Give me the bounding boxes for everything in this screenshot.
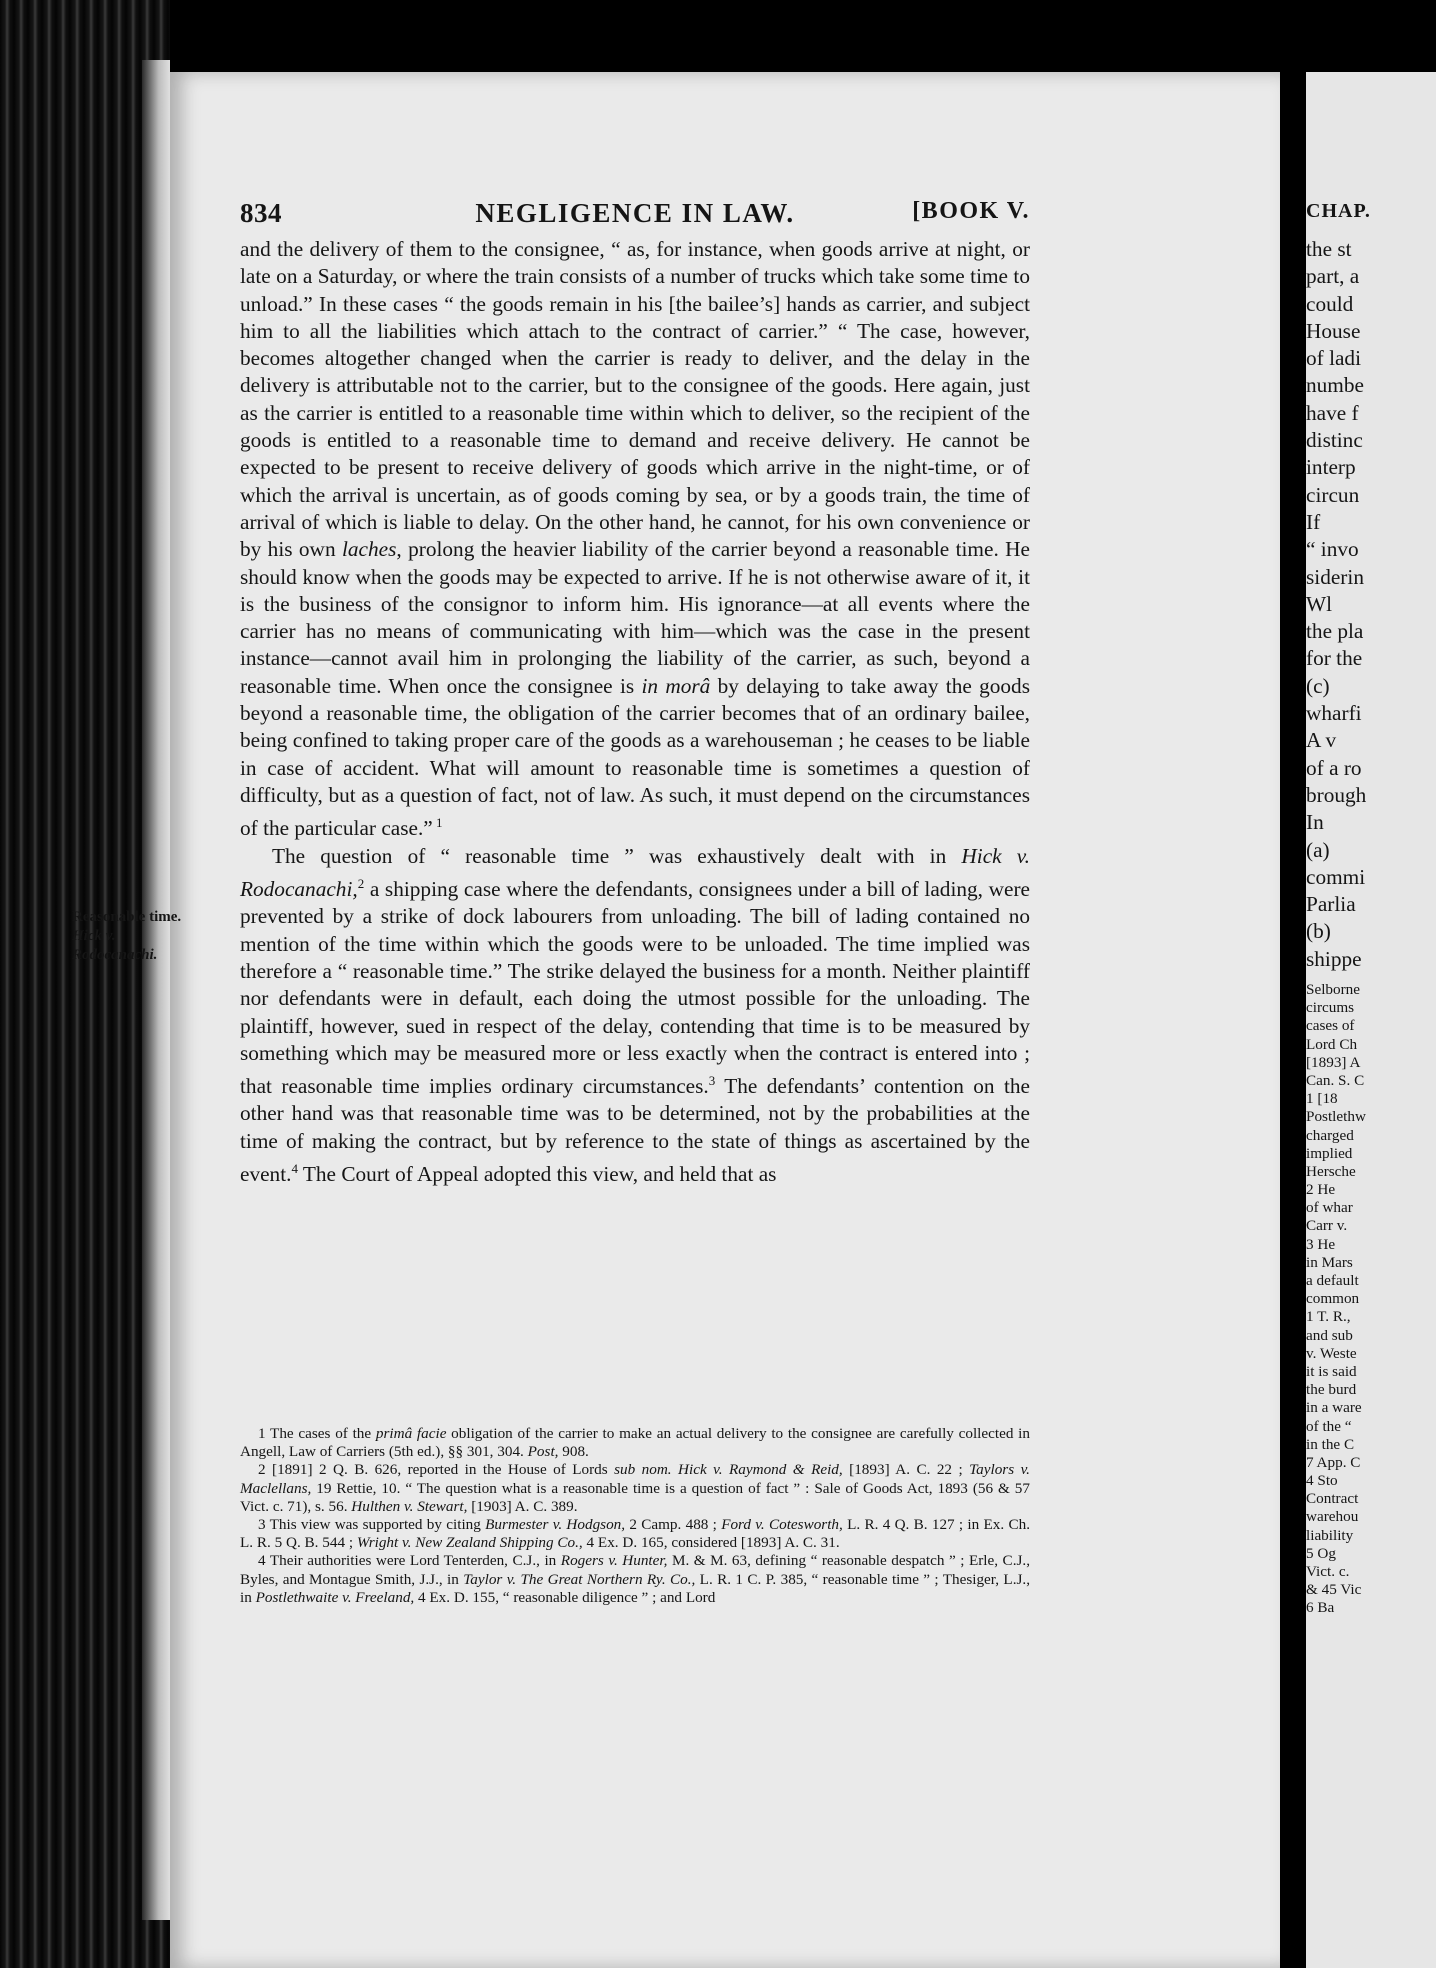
facing-footnote-line: of whar (1306, 1199, 1353, 1217)
facing-footnote-line: Contract (1306, 1490, 1359, 1508)
facing-line: (c) (1306, 673, 1330, 698)
facing-footnote-line: common (1306, 1290, 1360, 1308)
facing-page-text (1306, 198, 1436, 1618)
facing-footnote-line: cases of (1306, 1017, 1355, 1035)
facing-line: Parlia (1306, 892, 1356, 917)
facing-line: (a) (1306, 837, 1330, 862)
facing-line: distinc (1306, 428, 1363, 453)
facing-line: wharfi (1306, 701, 1362, 726)
facing-footnote-line: in the C (1306, 1435, 1355, 1453)
italic-in-mora: in morâ (641, 673, 711, 698)
page-number: 834 (240, 198, 282, 228)
margin-note (72, 908, 222, 965)
facing-footnote-line: liability (1306, 1526, 1354, 1544)
facing-line: (b) (1306, 919, 1331, 944)
facing-footnote-line: implied (1306, 1144, 1353, 1162)
facing-lines (1306, 236, 1436, 973)
facing-footnote-line: Hersche (1306, 1162, 1356, 1180)
facing-line: circun (1306, 482, 1360, 507)
margin-heading: Reasonable time. (72, 909, 182, 925)
running-header (240, 198, 1030, 238)
footnote-ref-4: 4 (291, 1161, 298, 1177)
running-title: NEGLIGENCE IN LAW. (475, 198, 795, 228)
facing-line: House (1306, 318, 1361, 343)
case-name: Hick v. Rodocanachi, (240, 843, 1030, 902)
margin-case-b: Rodocanachi. (72, 947, 158, 963)
footnote-3: 3 This view was supported by citing Burmester v. Hodgson, 2 Camp. 488 ; Ford v. Cotesworth, L. R. 4 Q. B. 127 ; in Ex. Ch. L. R. 5 Q. B. 544 ; Wright v. New Zealand Shipping Co., 4 Ex. D. 165, considered [1893] A. C. 31. (240, 1516, 1031, 1552)
facing-footnote-line: 4 Sto (1306, 1472, 1338, 1490)
italic-laches: laches (341, 537, 397, 562)
facing-footnote-line: v. Weste (1306, 1344, 1357, 1362)
footnote-1: 1 The cases of the primâ facie obligation of the carrier to make an actual delivery to the consignee are carefully collected in Angell, Law of Carriers (5th ed.), §§ 301, 304. Post, 908. (240, 1425, 1030, 1461)
facing-footnote-line: 3 He (1306, 1235, 1336, 1253)
facing-line: If (1306, 509, 1321, 534)
facing-line: of a ro (1306, 755, 1362, 780)
facing-footnote-line: it is said (1306, 1362, 1357, 1380)
facing-footnote-line: Lord Ch (1306, 1035, 1358, 1053)
footnote-4: 4 Their authorities were Lord Tenterden, C.J., in Rogers v. Hunter, M. & M. 63, defining “ reasonable despatch ” ; Erle, C.J., Byles, and Montague Smith, J.J., in Taylor v. The Great Northern Ry. Co., L. R. 1 C. P. 385, “ reasonable time ” ; Thesiger, L.J., in Postlethwaite v. Freeland, 4 Ex. D. 155, “ reasonable diligence ” ; and Lord (240, 1552, 1030, 1606)
facing-footnote-line: circums (1306, 999, 1355, 1017)
facing-footnote-line: & 45 Vic (1306, 1581, 1362, 1599)
facing-footnote-line: Postlethw (1306, 1108, 1366, 1126)
facing-footnote-line: a default (1306, 1272, 1359, 1290)
facing-line: brough (1306, 782, 1367, 807)
facing-footnote-line: 5 Og (1306, 1544, 1336, 1562)
facing-footnote-line: the burd (1306, 1381, 1357, 1399)
facing-footnote-line: Carr v. (1306, 1217, 1348, 1235)
facing-footnote-lines (1306, 981, 1436, 1618)
facing-line: for the (1306, 646, 1363, 671)
facing-footnote-line: warehou (1306, 1508, 1359, 1526)
paragraph-2: The question of “ reasonable time ” was exhaustively dealt with in Hick v. Rodocanachi,$^2$ a shipping case where the defendants, consignees under a bill of lading, were prevented by a strike of dock labourers from unloading. The bill of lading contained no mention of the time within which the goods were to be unloaded. The time implied was therefore a “ reasonable time.” The strike delayed the business for a month. Neither plaintiff nor defendants were in default, each doing the utmost possible for the unloading. The plaintiff, however, sued in respect of the delay, contending that time is to be measured by something which may be measured more or less exactly when the contract is entered into ; that reasonable time implies ordinary circumstances.$^3$ The defendants’ contention on the other hand was that reasonable time was to be determined, not by the probabilities at the time of making the contract, but by reference to the state of things as ascertained by the event.$^4$ The Court of Appeal adopted this view, and held that as (240, 843, 1030, 1187)
facing-line: the st (1306, 237, 1352, 261)
footnote-2: 2 [1891] 2 Q. B. 626, reported in the House of Lords sub nom. Hick v. Raymond & Reid, [1893] A. C. 22 ; Taylors v. Maclellans, 19 Rettie, 10. “ The question what is a reasonable time is a question of fact ” : Sale of Goods Act, 1893 (56 & 57 Vict. c. 71), s. 56. Hulthen v. Stewart, [1903] A. C. 389. (240, 1461, 1030, 1515)
footnote-ref-3: 3 (708, 1073, 716, 1089)
facing-footnote-line: Can. S. C (1306, 1071, 1365, 1089)
facing-footnote-line: in Mars (1306, 1253, 1353, 1271)
paragraph-1: and the delivery of them to the consignee, “ as, for instance, when goods arrive at night, or late on a Saturday, or where the train consists of a number of trucks which take some time to unload.” In these cases “ the goods remain in his [the bailee’s] hands as carrier, and subject him to all the liabilities which attach to the contract of carrier.” “ The case, however, becomes altogether changed when the carrier is ready to deliver, and the delay in the delivery is attributable not to the carrier, but to the consignee of the goods. Here again, just as the carrier is entitled to a reasonable time within which to deliver, so the recipient of the goods is entitled to a reasonable time to demand and receive delivery. He cannot be expected to be present to receive delivery of goods which arrive in the night-time, or of which the arrival is uncertain, as of goods coming by sea, or by a goods train, the time of arrival of which is liable to delay. On the other hand, he cannot, for his own convenience or by his own laches, prolong the heavier liability of the carrier beyond a reasonable time. He should know when the goods may be expected to arrive. If he is not otherwise aware of it, it is the business of the consignor to inform him. His ignorance—at all events where the carrier has no means of communicating with him—which was the case in the present instance—cannot avail him in prolonging the liability of the carrier, as such, beyond a reasonable time. When once the consignee is in morâ by delaying to take away the goods beyond a reasonable time, the obligation of the carrier becomes that of an ordinary bailee, being confined to taking proper care of the goods as a warehouseman ; he ceases to be liable in case of accident. What will amount to reasonable time is sometimes a question of difficulty, but as a question of fact, not of law. As such, it must depend on the circumstances of the particular case.” $^1$ (240, 237, 1030, 841)
facing-footnote-line: Selborne (1306, 981, 1360, 999)
facing-line: A v (1306, 728, 1337, 753)
facing-footnote-line: 7 App. C (1306, 1453, 1361, 1471)
facing-line: siderin (1306, 564, 1364, 589)
facing-footnote-line: of the “ (1306, 1417, 1352, 1435)
facing-line: interp (1306, 455, 1356, 480)
facing-footnote-line: Vict. c. (1306, 1563, 1350, 1581)
facing-line: of ladi (1306, 346, 1361, 371)
facing-footnote-line: 1 T. R., (1306, 1308, 1351, 1326)
facing-footnote-line: 2 He (1306, 1181, 1336, 1199)
facing-line: part, a (1306, 264, 1360, 289)
footnote-ref-2: 2 (357, 875, 365, 891)
binding-page-edge (142, 60, 170, 1920)
facing-footnote-line: and sub (1306, 1326, 1353, 1344)
facing-line: the pla (1306, 619, 1364, 644)
facing-line: have f (1306, 400, 1359, 425)
facing-line: Wl (1306, 591, 1333, 616)
facing-footnote-line: 6 Ba (1306, 1599, 1335, 1617)
facing-line: shippe (1306, 946, 1362, 971)
margin-case-a: Hick v. (72, 928, 116, 944)
facing-line: commi (1306, 864, 1366, 889)
body-text (240, 236, 1030, 1188)
facing-line: could (1306, 291, 1354, 316)
facing-footnote-line: [1893] A (1306, 1053, 1361, 1071)
facing-line: In (1306, 810, 1324, 835)
facing-line: “ invo (1306, 537, 1359, 562)
facing-footnote-line: charged (1306, 1126, 1354, 1144)
facing-footnote-line: in a ware (1306, 1399, 1362, 1417)
book-label: [BOOK V. (912, 198, 1030, 224)
facing-footnote-line: 1 [18 (1306, 1090, 1338, 1108)
facing-line: numbe (1306, 373, 1364, 398)
footnotes (240, 1425, 1030, 1607)
facing-chap-label: CHAP. (1306, 200, 1371, 222)
footnote-ref-1: 1 (432, 815, 443, 831)
book-binding (0, 0, 170, 1968)
